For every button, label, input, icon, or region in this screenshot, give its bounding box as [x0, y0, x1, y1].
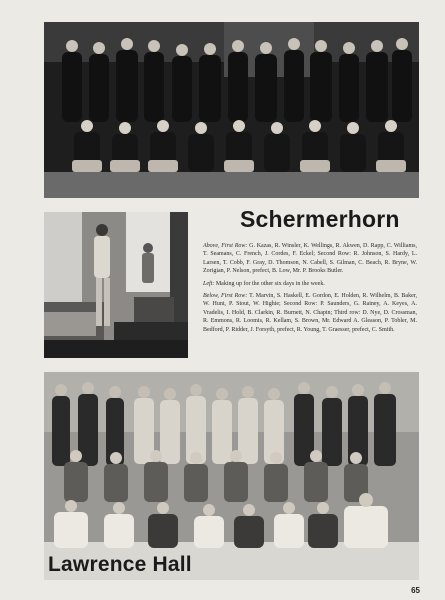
lawrence-hall-group-photo	[44, 372, 419, 580]
caption-below	[203, 292, 417, 334]
caption-above	[203, 242, 417, 276]
caption-left-text: Making up for the other six days in the week.	[214, 280, 325, 287]
page-number: 65	[411, 586, 420, 595]
caption-below-label: Below, First Row:	[203, 293, 248, 300]
caption-left-label: Left:	[203, 280, 215, 287]
caption-left	[203, 280, 417, 288]
dorm-title-lawrence-hall: Lawrence Hall	[48, 553, 192, 576]
group-photo-image	[44, 372, 419, 580]
dorm-room-photo	[44, 212, 188, 358]
group-photo-image	[44, 22, 419, 198]
caption-below-text: T. Marvin, S. Haskell, E. Gordon, E. Holden, R. Wilhelm, B. Baker, W. Hunt, P. Stout, W. Highie; Second Row: P. Saunders, G. Rainey, A. Keyes, A. Vradelis, I. Hold, B. Clarkin, R. Burnett, N. Chapin; Third row: D. Nye, D. Crossman, R. Emmons, R. Loomis, R. Kellam, S. Brown, Mr. Edward A. Gleason, P. Tobler, M. Bedford, P. Ridder, J. Forsyth, prefect, R. Young, T. Graesser, prefect, C. Smith.	[203, 293, 418, 333]
caption-above-label: Above, First Row:	[203, 243, 248, 249]
dorm-room-image	[44, 212, 188, 358]
schermerhorn-group-photo	[44, 22, 419, 198]
caption-above-text: G. Kazas, R. Winsler, K. Wellings, R. Akwen, D. Rapp, C. Williams, T. Seamans, C. French, J. Cordes, F. Eckel; Second Row: R. Johnson, S. Hardy, L. Larsen, T. Cobb, F. Gray, D. Thomson, N. Cabell, S. Gilman, C. Beach, R. Bryne, W. Zorigian, P. Nelson, prefect, B. Low, Mr. P. Brooks Butler.	[203, 243, 417, 275]
dorm-title-schermerhorn: Schermerhorn	[240, 206, 400, 232]
captions-block	[203, 242, 417, 338]
